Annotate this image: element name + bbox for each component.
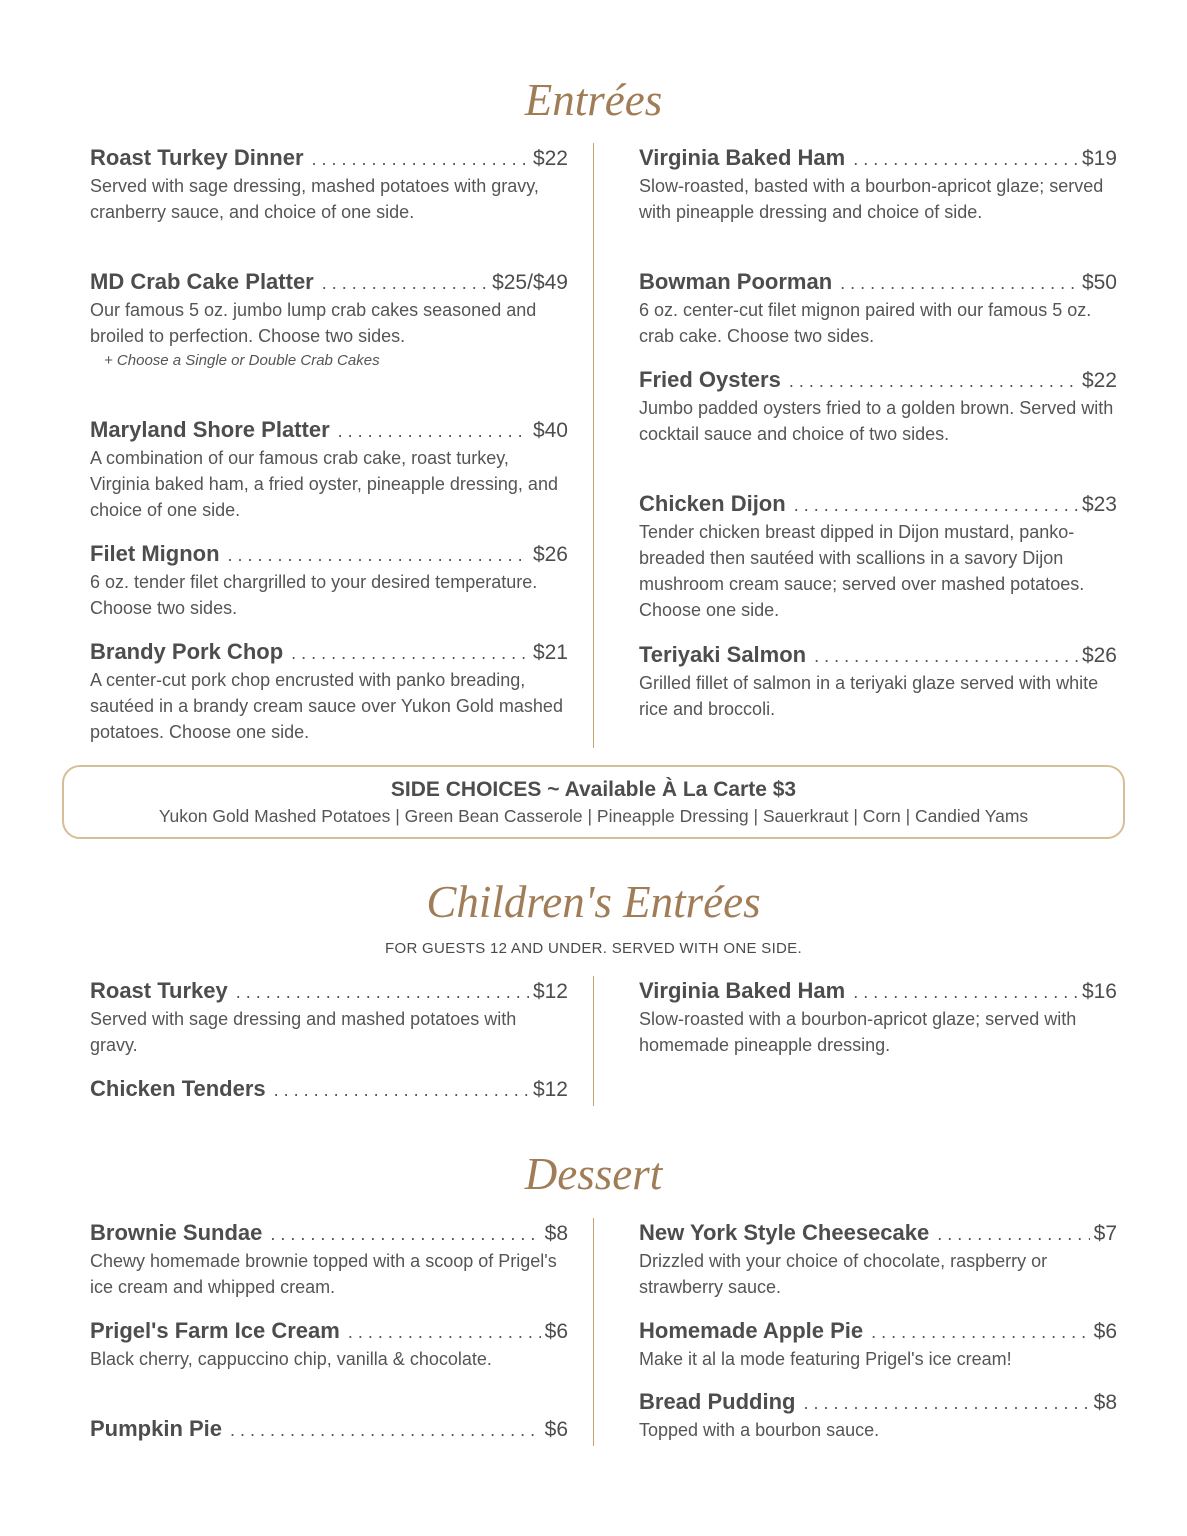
leader-dots	[228, 541, 529, 569]
item-price: $19	[1081, 147, 1117, 170]
item-name: Fried Oysters	[639, 367, 781, 392]
item-description: Our famous 5 oz. jumbo lump crab cakes seasoned and broiled to perfection. Choose two sides.	[90, 300, 537, 346]
item-name: Teriyaki Salmon	[639, 642, 807, 667]
item-description: 6 oz. tender filet chargrilled to your desired temperature. Choose two sides.	[90, 572, 538, 618]
menu-item-kids-roast-turkey	[90, 977, 568, 1058]
menu-item-virginia-baked-ham	[639, 144, 1117, 225]
item-description: Topped with a bourbon sauce.	[639, 1420, 880, 1440]
item-name: Virginia Baked Ham	[639, 978, 846, 1003]
item-price: $50	[1081, 271, 1117, 294]
leader-dots	[871, 1318, 1090, 1346]
leader-dots	[312, 145, 529, 173]
item-name: Homemade Apple Pie	[639, 1318, 864, 1343]
item-price: $40	[532, 419, 568, 442]
item-description: Grilled fillet of salmon in a teriyaki glaze served with white rice and broccoli.	[639, 673, 1099, 719]
item-name: Brandy Pork Chop	[90, 639, 284, 664]
item-name: Bread Pudding	[639, 1389, 796, 1414]
item-price: $21	[532, 641, 568, 664]
item-price: $6	[544, 1320, 568, 1343]
item-price: $6	[544, 1418, 568, 1441]
item-price: $23	[1081, 493, 1117, 516]
leader-dots	[236, 978, 529, 1006]
menu-item-brownie-sundae	[90, 1219, 568, 1300]
menu-item-homemade-apple-pie	[639, 1317, 1117, 1372]
item-price: $8	[544, 1222, 568, 1245]
menu-item-brandy-pork-chop	[90, 638, 568, 745]
item-price: $16	[1081, 980, 1117, 1003]
leader-dots	[840, 269, 1078, 297]
item-price: $22	[532, 147, 568, 170]
dessert-divider	[593, 1218, 594, 1446]
item-description: Served with sage dressing, mashed potatoes with gravy, cranberry sauce, and choice of one side.	[90, 176, 539, 222]
menu-item-new-york-style-cheesecake	[639, 1219, 1117, 1300]
item-name: New York Style Cheesecake	[639, 1220, 930, 1245]
item-description: Chewy homemade brownie topped with a scoop of Prigel's ice cream and whipped cream.	[90, 1251, 557, 1297]
item-price: $6	[1093, 1320, 1117, 1343]
item-price: $25/$49	[492, 271, 568, 294]
children-entrees-title: Children's Entrées	[426, 877, 761, 927]
menu-item-filet-mignon	[90, 540, 568, 621]
menu-item-teriyaki-salmon	[639, 641, 1117, 722]
leader-dots	[853, 145, 1078, 173]
leader-dots	[853, 978, 1078, 1006]
leader-dots	[270, 1220, 540, 1248]
item-description: Drizzled with your choice of chocolate, raspberry or strawberry sauce.	[639, 1251, 1048, 1297]
entrees-divider	[593, 143, 594, 748]
dessert-title: Dessert	[524, 1149, 663, 1199]
item-price: $7	[1093, 1222, 1117, 1245]
item-description: Served with sage dressing and mashed potatoes with gravy.	[90, 1009, 517, 1055]
item-name: Pumpkin Pie	[90, 1416, 223, 1441]
children-divider	[593, 976, 594, 1106]
menu-item-bread-pudding	[639, 1388, 1117, 1443]
item-description: Jumbo padded oysters fried to a golden brown. Served with cocktail sauce and choice of two sides.	[639, 398, 1114, 444]
item-price: $12	[532, 980, 568, 1003]
menu-item-roast-turkey-dinner	[90, 144, 568, 225]
item-price: $22	[1081, 369, 1117, 392]
item-price: $8	[1093, 1391, 1117, 1414]
item-description: Slow-roasted with a bourbon-apricot glaze; served with homemade pineapple dressing.	[639, 1009, 1077, 1055]
leader-dots	[348, 1318, 541, 1346]
menu-item-maryland-shore-platter	[90, 416, 568, 523]
item-name: MD Crab Cake Platter	[90, 269, 314, 294]
item-name: Virginia Baked Ham	[639, 145, 846, 170]
item-description: Make it al la mode featuring Prigel's ice cream!	[639, 1349, 1012, 1369]
leader-dots	[274, 1076, 529, 1104]
leader-dots	[803, 1389, 1089, 1417]
leader-dots	[794, 491, 1078, 519]
leader-dots	[322, 269, 488, 297]
children-entrees-subtitle: FOR GUESTS 12 AND UNDER. SERVED WITH ONE SIDE.	[385, 940, 802, 957]
side-choices-box	[62, 765, 1125, 839]
entrees-title: Entrées	[524, 75, 663, 125]
item-name: Filet Mignon	[90, 541, 220, 566]
menu-item-md-crab-cake-platter	[90, 268, 568, 373]
menu-item-chicken-dijon	[639, 490, 1117, 623]
item-description: Slow-roasted, basted with a bourbon-apricot glaze; served with pineapple dressing and choice of side.	[639, 176, 1104, 222]
item-name: Maryland Shore Platter	[90, 417, 330, 442]
item-price: $12	[532, 1078, 568, 1101]
leader-dots	[338, 417, 529, 445]
menu-item-kids-virginia-baked-ham	[639, 977, 1117, 1058]
item-description: Tender chicken breast dipped in Dijon mustard, panko-breaded then sautéed with scallions in a savory Dijon mushroom cream sauce; served over mashed potatoes. Choose one side.	[639, 522, 1085, 620]
item-name: Brownie Sundae	[90, 1220, 263, 1245]
menu-item-bowman-poorman	[639, 268, 1117, 349]
item-name: Bowman Poorman	[639, 269, 833, 294]
leader-dots	[937, 1220, 1089, 1248]
menu-item-pumpkin-pie	[90, 1415, 568, 1444]
leader-dots	[291, 639, 529, 667]
item-description: A center-cut pork chop encrusted with panko breading, sautéed in a brandy cream sauce over Yukon Gold mashed potatoes. Choose one side.	[90, 670, 563, 742]
item-name: Chicken Tenders	[90, 1076, 266, 1101]
item-description: A combination of our famous crab cake, roast turkey, Virginia baked ham, a fried oyster, pineapple dressing, and choice of one side.	[90, 448, 558, 520]
menu-item-kids-chicken-tenders	[90, 1075, 568, 1104]
item-name: Roast Turkey Dinner	[90, 145, 304, 170]
item-name: Chicken Dijon	[639, 491, 786, 516]
leader-dots	[789, 367, 1078, 395]
item-description: Black cherry, cappuccino chip, vanilla & chocolate.	[90, 1349, 492, 1369]
side-choices-title: SIDE CHOICES ~ Available À La Carte $3	[390, 778, 797, 801]
menu-item-fried-oysters	[639, 366, 1117, 447]
leader-dots	[230, 1416, 541, 1444]
menu-item-prigels-farm-ice-cream	[90, 1317, 568, 1372]
item-name: Prigel's Farm Ice Cream	[90, 1318, 340, 1343]
item-description: 6 oz. center-cut filet mignon paired with our famous 5 oz. crab cake. Choose two sides.	[639, 300, 1092, 346]
item-price: $26	[1081, 644, 1117, 667]
leader-dots	[814, 642, 1078, 670]
side-choices-list: Yukon Gold Mashed Potatoes | Green Bean Casserole | Pineapple Dressing | Sauerkraut | Corn | Candied Yams	[158, 806, 1029, 826]
item-name: Roast Turkey	[90, 978, 228, 1003]
item-price: $26	[532, 543, 568, 566]
item-note: + Choose a Single or Double Crab Cakes	[104, 352, 380, 369]
